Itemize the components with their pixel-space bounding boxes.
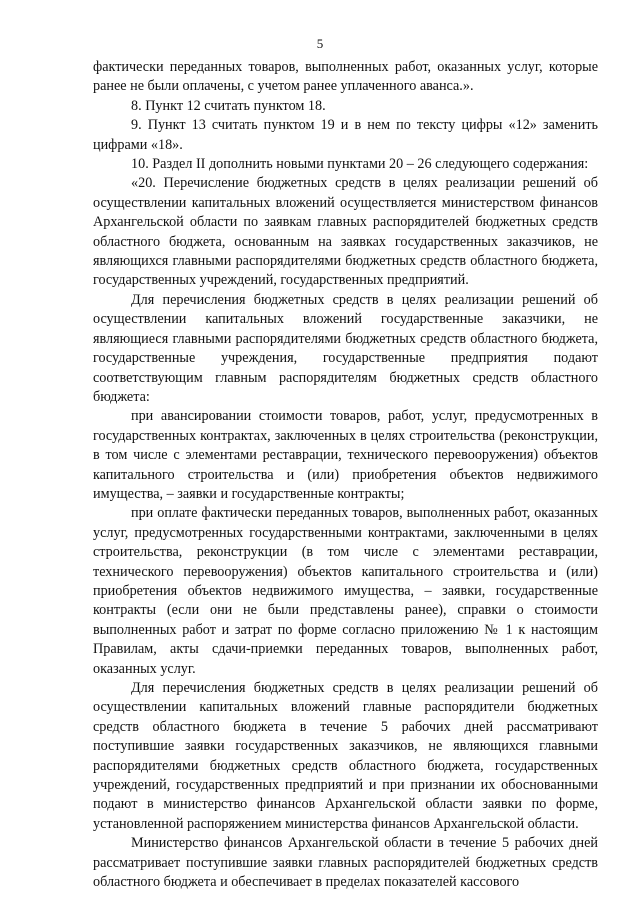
paragraph-item-10: 10. Раздел II дополнить новыми пунктами 20 – 26 следующего содержания:: [131, 156, 589, 173]
paragraph-item-9: 9. Пункт 13 считать пунктом 19 и в нем по тексту цифры «12» заменить цифрами «18».: [93, 117, 598, 153]
paragraph-actual-payment: при оплате фактически переданных товаров, выполненных работ, оказанных услуг, предусмотренных государственными контрактами, заключенными в целях строительства, реконструкции (в том числе с элементами реставрации, технического перевооружения) объектов капитального строительства и (или) приобретения объектов недвижимого имущества, – заявки, государственные контракты (если они не были представлены ранее), справки о стоимости выполненных работ и затрат по форме согласно приложению № 1 к настоящим Правилам, акты сдачи-приемки переданных товаров, выполненных работ, оказанных услуг.: [93, 505, 598, 677]
paragraph-submission-rules: Для перечисления бюджетных средств в целях реализации решений об осуществлении капитальных вложений государственные заказчики, не являющиеся главными распорядителями бюджетных средств областного бюджета, государственные учреждения, государственные предприятия подают соответствующим главным распорядителям бюджетных средств областного бюджета:: [93, 291, 598, 405]
paragraph-clause-20: «20. Перечисление бюджетных средств в целях реализации решений об осуществлении капитальных вложений осуществляется министерством финансов Архангельской области по заявкам главных распорядителей бюджетных средств областного бюджета, основанным на заявках государственных заказчиков, не являющихся главными распорядителями бюджетных средств областного бюджета, государственных учреждений, государственных предприятий.: [93, 175, 598, 289]
document-body: [93, 58, 598, 892]
paragraph-item-8: 8. Пункт 12 считать пунктом 18.: [131, 97, 326, 114]
paragraph-continuation: фактически переданных товаров, выполненных работ, оказанных услуг, которые ранее не были оплачены, с учетом ранее уплаченного аванса.».: [93, 59, 598, 95]
paragraph-advance-payment: при авансировании стоимости товаров, работ, услуг, предусмотренных в государственных контрактах, заключенных в целях строительства (реконструкции, в том числе с элементами реставрации, технического перевооружения) объектов капитального строительства и (или) приобретения объектов недвижимого имущества, – заявки и государственные контракты;: [93, 408, 598, 502]
paragraph-ministry-review: Министерство финансов Архангельской области в течение 5 рабочих дней рассматривает поступившие заявки главных распорядителей бюджетных средств областного бюджета и обеспечивает в пределах показателей кассового: [93, 835, 598, 891]
paragraph-review-by-distributors: Для перечисления бюджетных средств в целях реализации решений об осуществлении капитальных вложений главные распорядители бюджетных средств областного бюджета в течение 5 рабочих дней рассматривают поступившие заявки государственных заказчиков, не являющихся главными распорядителями бюджетных средств областного бюджета, государственных учреждений, государственных предприятий и при признании их обоснованными подают в министерство финансов Архангельской области заявки по форме, установленной распоряжением министерства финансов Архангельской области.: [93, 680, 598, 832]
page-number: 5: [316, 36, 324, 51]
